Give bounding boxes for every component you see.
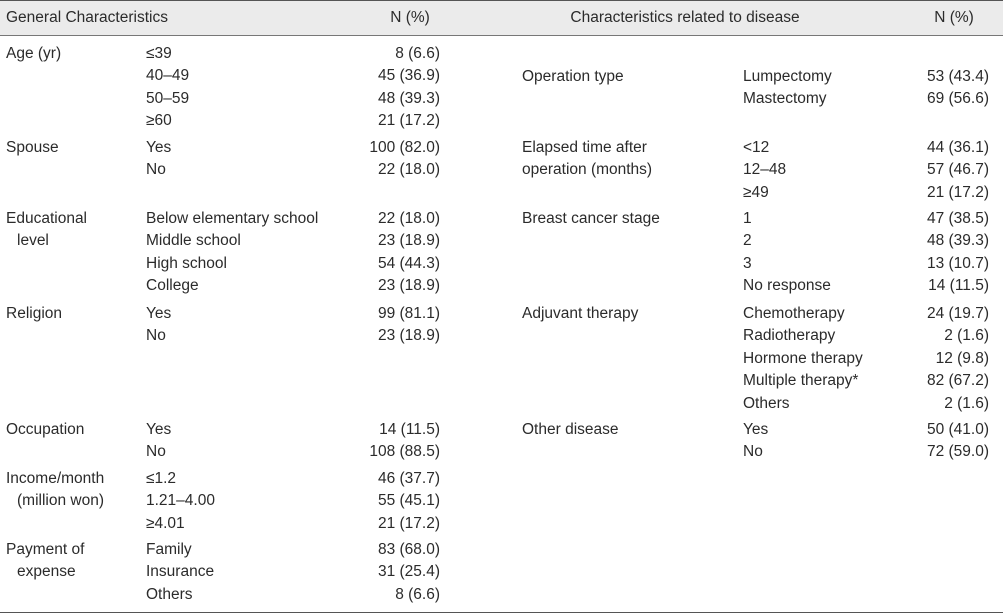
right-group-label: operation (months) xyxy=(522,161,653,179)
right-category-cell: No xyxy=(743,443,763,461)
right-category-cell: Lumpectomy xyxy=(743,68,832,85)
left-category-cell: Middle school xyxy=(146,232,241,250)
left-count-cell: 46 (37.7) xyxy=(377,470,440,487)
right-category-cell: <12 xyxy=(743,139,770,156)
left-category-cell: Others xyxy=(146,585,193,603)
right-category-cell: 1 xyxy=(743,210,752,227)
left-category-cell: 50–59 xyxy=(146,89,190,107)
left-group-label: (million won) xyxy=(17,492,104,510)
right-count-cell: 2 (1.6) xyxy=(944,327,989,345)
right-category-cell: Chemotherapy xyxy=(743,305,845,322)
left-count-cell: 22 (18.0) xyxy=(377,210,440,227)
left-group-label: Payment of xyxy=(6,541,85,558)
left-count-cell: 23 (18.9) xyxy=(377,327,440,345)
right-count-cell: 69 (56.6) xyxy=(926,90,989,108)
left-category-cell: Yes xyxy=(146,421,172,438)
left-count-cell: 54 (44.3) xyxy=(377,254,440,272)
right-group-label: Adjuvant therapy xyxy=(522,305,639,322)
left-count-cell: 22 (18.0) xyxy=(377,161,440,179)
right-category-cell: Yes xyxy=(743,421,769,438)
left-group-label: expense xyxy=(17,563,76,581)
left-group-label: Age (yr) xyxy=(6,45,62,62)
right-count-cell: 50 (41.0) xyxy=(926,421,989,438)
right-category-cell: 2 xyxy=(743,232,752,250)
right-category-cell: ≥49 xyxy=(743,183,769,201)
left-group-label: Income/month xyxy=(6,470,105,487)
left-group-label: Spouse xyxy=(6,139,59,156)
right-category-cell: 12–48 xyxy=(743,161,787,179)
left-count-cell: 8 (6.6) xyxy=(395,45,440,62)
right-count-cell: 82 (67.2) xyxy=(926,372,989,390)
left-category-cell: Family xyxy=(146,541,192,558)
left-category-cell: No xyxy=(146,443,166,461)
header-general-characteristics: General Characteristics xyxy=(6,9,168,26)
right-group-label: Elapsed time after xyxy=(522,139,647,156)
right-category-cell: No response xyxy=(743,277,831,295)
right-count-cell: 48 (39.3) xyxy=(926,232,989,250)
left-count-cell: 21 (17.2) xyxy=(377,112,440,130)
right-count-cell: 53 (43.4) xyxy=(926,68,989,85)
right-group-label: Operation type xyxy=(522,68,624,85)
right-count-cell: 13 (10.7) xyxy=(926,254,989,272)
left-category-cell: Below elementary school xyxy=(146,210,319,227)
right-category-cell: Radiotherapy xyxy=(743,327,836,345)
left-count-cell: 108 (88.5) xyxy=(369,443,440,461)
right-category-cell: Multiple therapy* xyxy=(743,372,859,390)
right-count-cell: 2 (1.6) xyxy=(944,394,989,412)
right-category-cell: Others xyxy=(743,394,790,412)
left-count-cell: 23 (18.9) xyxy=(377,232,440,250)
left-category-cell: Yes xyxy=(146,139,172,156)
right-count-cell: 21 (17.2) xyxy=(926,183,989,201)
left-count-cell: 83 (68.0) xyxy=(377,541,440,558)
table-bottom-rule xyxy=(0,612,1003,613)
right-group-label: Breast cancer stage xyxy=(522,210,660,227)
left-category-cell: No xyxy=(146,327,166,345)
right-category-cell: 3 xyxy=(743,254,752,272)
right-category-cell: Mastectomy xyxy=(743,90,827,108)
left-group-label: Educational xyxy=(6,210,88,227)
header-n-left: N (%) xyxy=(390,9,430,26)
right-count-cell: 44 (36.1) xyxy=(926,139,989,156)
left-category-cell: ≥4.01 xyxy=(146,514,185,532)
left-group-label: Religion xyxy=(6,305,63,322)
left-category-cell: Insurance xyxy=(146,563,215,581)
left-group-label: level xyxy=(17,232,49,250)
right-group-label: Other disease xyxy=(522,421,619,438)
left-count-cell: 14 (11.5) xyxy=(379,421,440,438)
right-count-cell: 24 (19.7) xyxy=(926,305,989,322)
header-n-right: N (%) xyxy=(934,9,974,26)
right-count-cell: 14 (11.5) xyxy=(928,277,989,295)
left-count-cell: 45 (36.9) xyxy=(377,67,440,85)
right-count-cell: 12 (9.8) xyxy=(935,349,989,367)
left-count-cell: 99 (81.1) xyxy=(377,305,440,322)
right-count-cell: 47 (38.5) xyxy=(926,210,989,227)
left-category-cell: No xyxy=(146,161,166,179)
left-category-cell: 40–49 xyxy=(146,67,190,85)
left-count-cell: 21 (17.2) xyxy=(377,514,440,532)
left-category-cell: 1.21–4.00 xyxy=(146,492,215,510)
right-category-cell: Hormone therapy xyxy=(743,349,863,367)
left-category-cell: High school xyxy=(146,254,227,272)
left-count-cell: 23 (18.9) xyxy=(377,277,440,295)
left-category-cell: ≤1.2 xyxy=(146,470,177,487)
left-count-cell: 55 (45.1) xyxy=(377,492,440,510)
right-count-cell: 57 (46.7) xyxy=(926,161,989,179)
left-category-cell: Yes xyxy=(146,305,172,322)
header-disease-characteristics: Characteristics related to disease xyxy=(570,9,800,26)
left-count-cell: 48 (39.3) xyxy=(377,89,440,107)
left-category-cell: College xyxy=(146,277,199,295)
left-count-cell: 31 (25.4) xyxy=(377,563,440,581)
left-group-label: Occupation xyxy=(6,421,85,438)
left-count-cell: 8 (6.6) xyxy=(395,585,440,603)
left-category-cell: ≥60 xyxy=(146,112,172,130)
left-category-cell: ≤39 xyxy=(146,45,172,62)
left-count-cell: 100 (82.0) xyxy=(369,139,440,156)
right-count-cell: 72 (59.0) xyxy=(926,443,989,461)
